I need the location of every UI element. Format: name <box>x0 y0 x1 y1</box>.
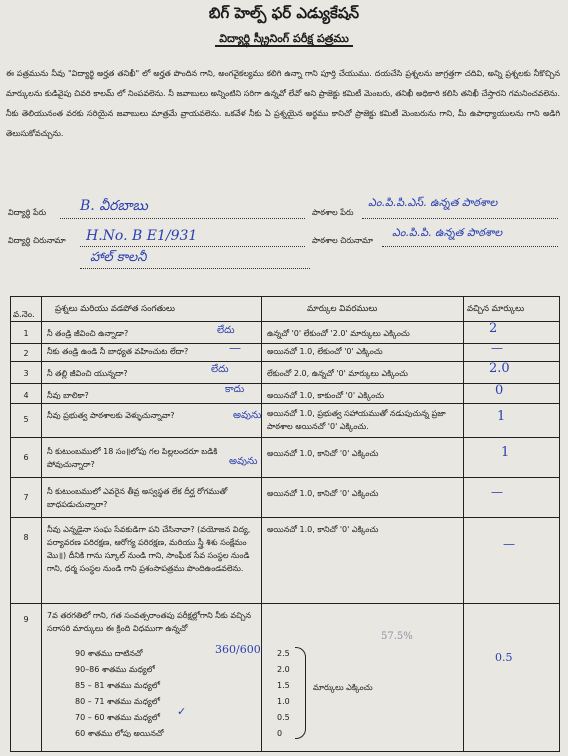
row-3-marks-got[interactable]: 2.0 <box>489 361 510 376</box>
grade-row-1-label: 90 శాతము దాటినచో <box>75 649 143 658</box>
grade-row-5-value: 0.5 <box>277 713 290 722</box>
school-address-line <box>382 246 558 247</box>
col-divider-1 <box>41 297 42 751</box>
header-question: ప్రశ్నలు మరియు వడపోత సంగతులు <box>55 304 175 314</box>
row-5-answer[interactable]: అవును <box>233 410 262 421</box>
student-address-line <box>80 246 305 247</box>
student-address-line-2 <box>80 268 310 269</box>
row-1-marks-got[interactable]: 2 <box>489 321 498 336</box>
form-subtitle-text: విద్యార్థి స్క్రీనింగ్ పరీక్ష పత్రము <box>215 32 353 47</box>
row-2-answer[interactable]: — <box>229 341 241 355</box>
instructions-paragraph: ఈ పత్రమును నీవు "విద్యార్థి అర్హత తనిఖీ" లో అర్హత పొందిన గాని, అంగవైకల్యము కలిగి ఉన్నా గాని పూర్తి చేయుము. దయచేసి ప్రశ్నలను జాగ్రత్తగా చదివి, అన్ని ప్రశ్నలకు నీకొచ్చిన మార్కులను కుడివైపు చివరి కాలమ్ లో నింపవలెను. నీ జవాబులు అన్నింటిని సరిగా ఉన్నవో లేవో అని ప్రాజెక్టు కమిటీ మెంబరు, తనిఖీ అధికారి కలిసి తనిఖీ చేస్తారని గమనించవలెను. నీకు తెలియునంత వరకు సరియైన జవాబులు మాత్రమే వ్రాయవలెను. ఒకవేళ నీకు ఏ ప్రశ్నయైన అర్థము కానిచో ప్రాజెక్టు కమిటీ మెంబరును గాని, మీ ఉపాధ్యాయులను గాని అడిగి తెలుసుకోవచ్చును. <box>6 69 560 138</box>
row-9-question: 7వ తరగతిలో గాని, గత సంవత్సరాంతపు పరీక్షల్లోగాని నీకు వచ్చిన సరాసరి మార్కులు ఈ క్రింది విధముగా ఉన్నచో <box>47 611 251 633</box>
form-subtitle <box>0 32 568 48</box>
student-address-label: విద్యార్థి చిరునామా <box>8 236 66 245</box>
row-3-marks-desc: లేకుంచో 2.0, ఉన్నచో '0' మార్కులు ఎక్కించు <box>267 369 408 378</box>
row-3-question: నీ తల్లి జీవించి యున్నదా? <box>47 369 128 378</box>
col-divider-3 <box>463 297 464 751</box>
row-divider <box>11 437 559 438</box>
row-8-marks-got[interactable]: — <box>503 537 515 551</box>
row-divider <box>11 603 559 604</box>
selected-grade-checkmark-icon: ✓ <box>177 705 187 718</box>
grade-brace <box>295 647 306 739</box>
student-name-label: విద్యార్థి పేరు <box>8 208 47 217</box>
row-4-number: 4 <box>23 391 29 400</box>
row-5-marks-desc: అయినచో 1.0, ప్రభుత్వ సహాయముతో నడుపుచున్న ప్రజా పాఠశాల అయినచో '0' ఎక్కించు. <box>267 409 446 431</box>
row-2-marks-desc: అయినచో 1.0, లేకుంచో '0' ఎక్కించు <box>267 347 383 356</box>
school-address-label: పాఠశాల చిరునామా <box>312 236 373 245</box>
row-6-answer[interactable]: అవును <box>229 456 258 467</box>
row-8-marks-desc: అయినచో 1.0, కానిచో '0' ఎక్కించు <box>267 525 379 534</box>
row-4-answer[interactable]: కాదు <box>225 384 245 395</box>
grade-row-2-label: 90–86 శాతము మధ్యలో <box>75 665 155 674</box>
row-2-marks-got[interactable]: — <box>491 341 503 355</box>
row-7-number: 7 <box>23 493 29 502</box>
row-1-number: 1 <box>23 329 29 338</box>
row-8-number: 8 <box>23 533 29 542</box>
grade-row-4-label: 80 – 71 శాతము మధ్యలో <box>75 697 160 706</box>
header-sno: వ.నెం. <box>13 310 35 320</box>
row-7-marks-desc: అయినచో 1.0, కానిచో '0' ఎక్కించు <box>267 489 379 498</box>
row-1-question: నీ తండ్రి జీవించి ఉన్నాడా? <box>47 329 129 338</box>
handwritten-percent: 57.5% <box>381 631 413 642</box>
marks-table <box>10 296 560 752</box>
row-4-marks-desc: అయినచో 1.0, కాకుంచో '0' ఎక్కించు <box>267 391 385 400</box>
row-2-question: నీకు తండ్రి ఉండి నీ బాధ్యత వహించుట లేదా? <box>47 347 189 356</box>
grade-row-2-value: 2.0 <box>277 665 290 674</box>
student-name-line <box>60 218 305 219</box>
row-7-question: నీ కుటుంబములో ఎవరైన తీవ్ర అస్వస్థత లేక దీర్ఘ రోగముతో బాధపడుచున్నారా? <box>47 487 228 509</box>
row-1-marks-desc: ఉన్నచో '0' లేకుంచో '2.0' మార్కులు ఎక్కించు <box>267 329 410 338</box>
row-3-number: 3 <box>23 369 29 378</box>
row-1-answer[interactable]: లేదు <box>217 325 235 336</box>
row-8-question: నీవు ఎన్నడైనా సంఘ సేవకుడిగా పని చేసినావా? (వయోజన విద్య, పర్యావరణ పరిరక్షణ, ఆరోగ్య పరిరక్షణ, మరియు స్త్రీ శిశు సంక్షేమం మొ॥) దీనికి గాను స్కూల్ నుండి గాని, సాంఘీక సేవ సంస్థల నుండి గాని, ధర్మ సంస్థల నుండి గాని ప్రశంసాపత్రము పొందిఉండవలెను. <box>47 525 251 573</box>
row-5-marks-got[interactable]: 1 <box>497 409 506 424</box>
row-6-marks-got[interactable]: 1 <box>501 445 510 460</box>
col-divider-2 <box>261 297 262 751</box>
grade-row-3-label: 85 – 81 శాతము మధ్యలో <box>75 681 160 690</box>
row-9-marks-got[interactable]: 0.5 <box>495 651 513 664</box>
student-address-value-2[interactable]: హాల్ కాలనీ <box>90 250 147 265</box>
row-6-marks-desc: అయినచో 1.0, కానిచో '0' ఎక్కించు <box>267 449 379 458</box>
row-2-number: 2 <box>23 349 29 358</box>
grade-row-1-value: 2.5 <box>277 649 290 658</box>
grade-row-5-label: 70 – 60 శాతము మధ్యలో <box>75 713 160 722</box>
grade-row-4-value: 1.0 <box>277 697 290 706</box>
row-divider <box>11 321 559 322</box>
grade-row-6-label: 60 శాతము లోపు అయినచో <box>75 729 164 738</box>
grade-row-6-value: 0 <box>277 729 283 738</box>
row-divider <box>11 517 559 518</box>
grade-marks-label: మార్కులు ఎక్కించు <box>313 683 373 692</box>
row-5-number: 5 <box>23 415 29 424</box>
row-4-question: నీవు బాలికా? <box>47 391 89 400</box>
row-divider <box>11 403 559 404</box>
form-title: బిగ్ హెల్ప్ ఫర్ ఎడ్యుకేషన్ <box>208 4 360 22</box>
row-divider <box>11 383 559 384</box>
school-name-label: పాఠశాల పేరు <box>312 208 354 217</box>
row-7-marks-got[interactable]: — <box>491 485 503 499</box>
student-name-value[interactable]: B. వీరబాబు <box>80 198 148 214</box>
handwritten-score[interactable]: 360/600 <box>215 643 261 656</box>
header-marks-got: వచ్చిన మార్కులు <box>467 304 525 314</box>
row-6-number: 6 <box>23 453 29 462</box>
row-6-question: నీ కుటుంబములో 18 సం॥లోపు గల పిల్లలందరూ బడికి పోవుచున్నారా? <box>47 447 218 469</box>
row-9-number: 9 <box>23 615 29 624</box>
student-address-value[interactable]: H.No. B E1/931 <box>86 228 198 244</box>
grade-row-3-value: 1.5 <box>277 681 290 690</box>
row-3-answer[interactable]: లేదు <box>211 364 229 375</box>
school-name-line <box>362 218 558 219</box>
row-4-marks-got[interactable]: 0 <box>495 383 504 398</box>
row-divider <box>11 477 559 478</box>
row-divider <box>11 361 559 362</box>
school-address-value[interactable]: ఎం.పి.పి. ఉన్నత పాఠశాల <box>392 226 503 239</box>
row-divider <box>11 343 559 344</box>
header-marks-desc: మార్కుల వివరములు <box>307 304 378 314</box>
row-5-question: నీవు ప్రభుత్వ పాఠశాలకు వెళ్ళుచున్నావా? <box>47 411 175 420</box>
school-name-value[interactable]: ఎం.పి.పి.ఎస్. ఉన్నత పాఠశాల <box>368 196 498 209</box>
